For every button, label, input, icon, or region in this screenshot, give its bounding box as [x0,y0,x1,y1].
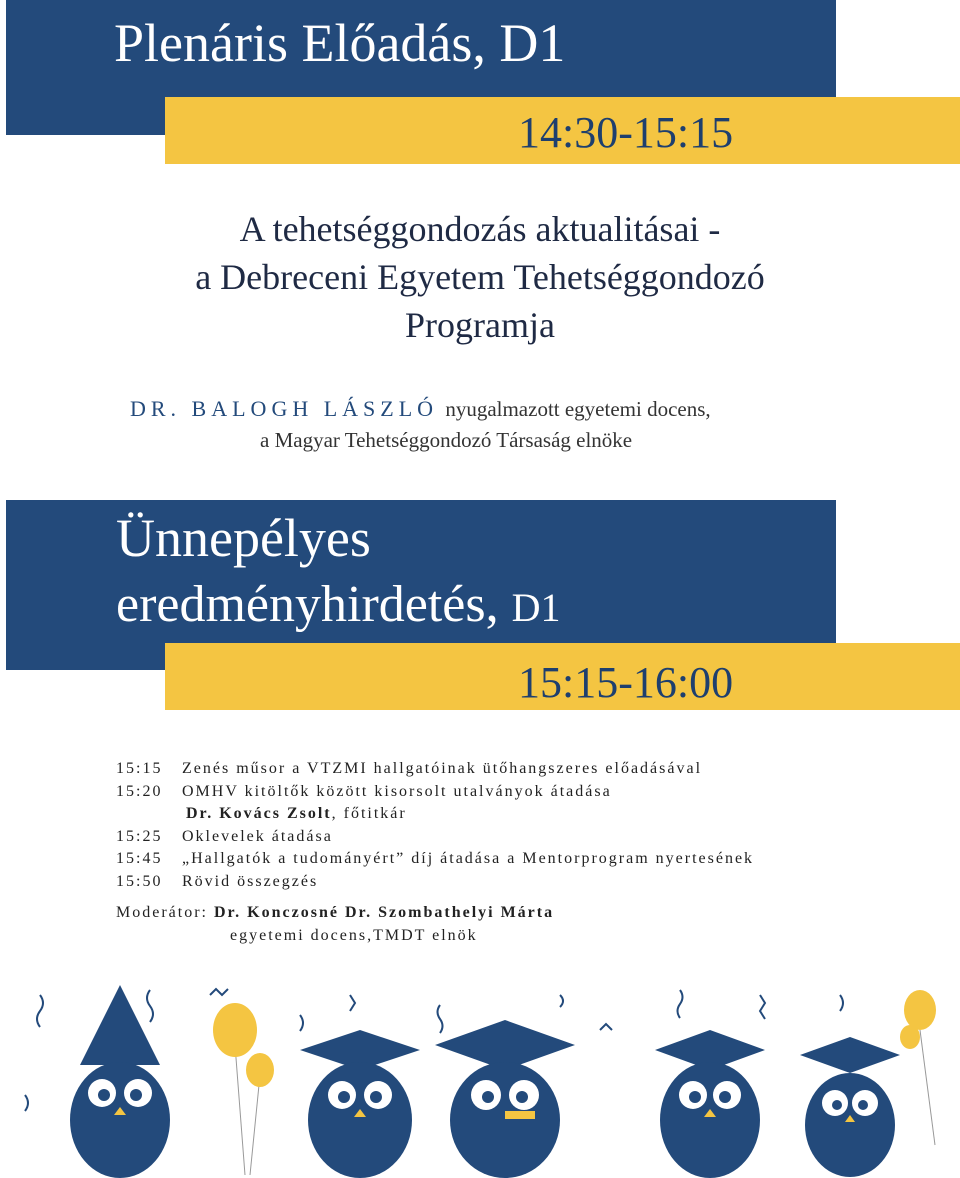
balloon-group-left [213,1003,274,1175]
schedule-time: 15:50 [116,872,163,890]
schedule-item [116,758,754,781]
talk-title-line: Programja [405,305,555,345]
ceremony-room: D1 [511,585,561,630]
talk-title-line: A tehetséggondozás aktualitásai - [239,209,721,249]
balloon-group-right [900,990,936,1145]
owl-icon [70,985,170,1178]
schedule-text: „Hallgatók a tudományért” díj átadása a Mentorprogram nyertesének [182,850,755,867]
schedule-time: 15:15 [116,760,163,777]
schedule-text: Rövid összegzés [182,872,319,890]
owl-illustration [0,975,960,1178]
schedule-time: 15:45 [116,850,163,867]
owl-icon [435,1020,575,1178]
moderator-role: egyetemi docens,TMDT elnök [230,926,478,944]
owl-icon [655,1030,765,1178]
schedule-item [116,848,754,871]
schedule-time: 15:20 [116,782,163,800]
ceremony-time: 15:15-16:00 [518,658,734,707]
speaker-name: DR. BALOGH LÁSZLÓ [130,396,439,421]
schedule-text: OMHV kitöltők között kisorsolt utalványok átadása [182,782,612,800]
schedule-time: 15:25 [116,827,163,845]
speaker-role: nyugalmazott egyetemi docens, [445,397,711,421]
schedule-text: Oklevelek átadása [182,827,333,845]
presenter-name: Dr. Kovács Zsolt [186,805,332,822]
plenary-time: 14:30-15:15 [518,108,734,157]
schedule-item [116,871,754,894]
presenter-role: , főtitkár [331,805,407,822]
schedule-list [116,758,754,893]
schedule-text: Zenés műsor a VTZMI hallgatóinak ütőhangszeres előadásával [182,760,703,777]
schedule-presenter [116,803,754,826]
speaker-role-line2: a Magyar Tehetséggondozó Társaság elnöke [260,428,633,452]
moderator-block [116,902,554,947]
ceremony-title-line1: Ünnepélyes [116,508,371,568]
owl-icon [300,1030,420,1178]
plenary-title: Plenáris Előadás, D1 [114,13,566,73]
ceremony-title-line2 [116,575,561,634]
owl-icon [800,1037,900,1177]
schedule-item [116,826,754,849]
ceremony-title-text: eredményhirdetés, [116,576,499,633]
moderator-name: Dr. Konczosné Dr. Szombathelyi Márta [213,904,555,921]
moderator-label: Moderátor: [116,904,208,921]
speaker-line [130,396,711,422]
schedule-item [116,781,754,804]
talk-title-line: a Debreceni Egyetem Tehetséggondozó [195,257,765,297]
talk-title [0,205,960,349]
